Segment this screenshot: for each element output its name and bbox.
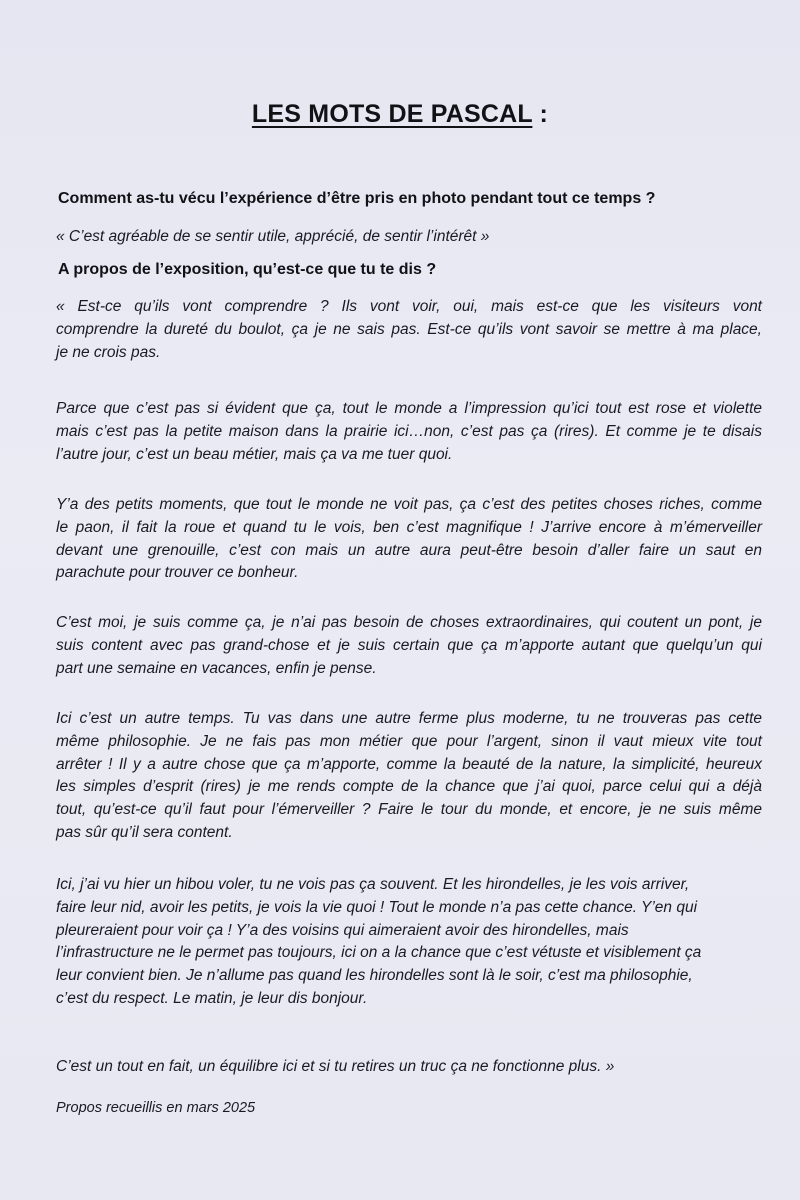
paragraph-5 [56,708,762,845]
paragraph-line: même philosophie. Je ne fais pas mon métier que pour l’argent, sinon il vaut mieux vite tout [56,732,762,750]
paragraph-line: c’est du respect. Le matin, je leur dis bonjour. [56,989,368,1007]
paragraph-line: Ici c’est un autre temps. Tu vas dans une autre ferme plus moderne, tu ne trouveras pas cette [56,710,762,727]
answer-1: « C’est agréable de se sentir utile, apprécié, de sentir l’intérêt » [56,228,490,245]
page-title-main: LES MOTS DE PASCAL [251,100,533,128]
paragraph-line: pleureraient pour voir ça ! Y’a des voisins qui aimeraient avoir des hirondelles, mais [56,921,629,939]
paragraph-line: mais c’est pas la petite maison dans la prairie ici…non, c’est pas ça (rires). Et comme je te disais [56,422,762,440]
paragraph-line: part une semaine en vacances, enfin je pense. [56,659,377,677]
paragraph-line: devant une grenouille, c’est con mais un autre aura peut-être besoin d’aller faire un saut en [56,541,762,559]
paragraph-6 [56,874,762,1011]
paragraph-line: arrêter ! Il y a autre chose que ça m’apporte, comme la beauté de la nature, la simplicité, heureux [56,755,762,773]
paragraph-1 [56,296,762,364]
question-2: A propos de l’exposition, qu’est-ce que tu te dis ? [58,261,437,278]
paragraph-3 [56,494,762,585]
paragraph-line: pas sûr qu’il sera content. [56,823,233,841]
paragraph-line: « Est-ce qu’ils vont comprendre ? Ils vont voir, oui, mais est-ce que les visiteurs vont [56,298,762,315]
paragraph-line: parachute pour trouver ce bonheur. [56,564,299,582]
paragraph-line: Parce que c’est pas si évident que ça, tout le monde a l’impression qu’ici tout est rose et violette [56,400,762,417]
paragraph-line: leur convient bien. Je n’allume pas quand les hirondelles sont là le soir, c’est ma philosophie, [56,967,693,985]
paragraph-line: l’autre jour, c’est un beau métier, mais ça va me tuer quoi. [56,445,453,463]
paragraph-line: le paon, il fait la roue et quand tu le vois, ben c’est magnifique ! J’arrive encore à m’émerveiller [56,518,762,536]
paragraph-2 [56,398,762,466]
paragraph-line: Ici, j’ai vu hier un hibou voler, tu ne vois pas ça souvent. Et les hirondelles, je les vois arriver, [56,876,690,893]
page-title [0,100,800,129]
paragraph-line: je ne crois pas. [56,343,161,361]
page-title-suffix: : [532,100,549,128]
paragraph-4 [56,612,762,680]
paragraph-line: tout, qu’est-ce qu’il faut pour l’émerveiller ? Faire le tour du monde, et encore, je ne suis même [56,801,762,819]
paragraph-line: faire leur nid, avoir les petits, je vois la vie quoi ! Tout le monde n’a pas cette chance. Y’en qui [56,898,698,916]
paragraph-line: comprendre la dureté du boulot, ça je ne sais pas. Est-ce qu’ils vont savoir se mettre à ma place, [56,320,762,338]
paragraph-line: Y’a des petits moments, que tout le monde ne voit pas, ça c’est des petites choses riches, comme [56,496,762,513]
paragraph-line: C’est moi, je suis comme ça, je n’ai pas besoin de choses extraordinaires, qui coutent un pont, je [56,614,762,631]
paragraph-line: l’infrastructure ne le permet pas toujours, ici on a la chance que c’est vétuste et visiblement ça [56,944,702,962]
footer-note: Propos recueillis en mars 2025 [56,1100,256,1116]
paragraph-line: les simples d’esprit (rires) je me rends compte de la chance que j’ai quoi, parce celui qui a déjà [56,778,762,796]
question-1: Comment as-tu vécu l’expérience d’être pris en photo pendant tout ce temps ? [58,190,656,207]
closing-quote: C’est un tout en fait, un équilibre ici et si tu retires un truc ça ne fonctionne plus. » [56,1058,615,1075]
paragraph-line: suis content avec pas grand-chose et je suis certain que ça m’apporte autant que quelqu’un qui [56,636,762,654]
